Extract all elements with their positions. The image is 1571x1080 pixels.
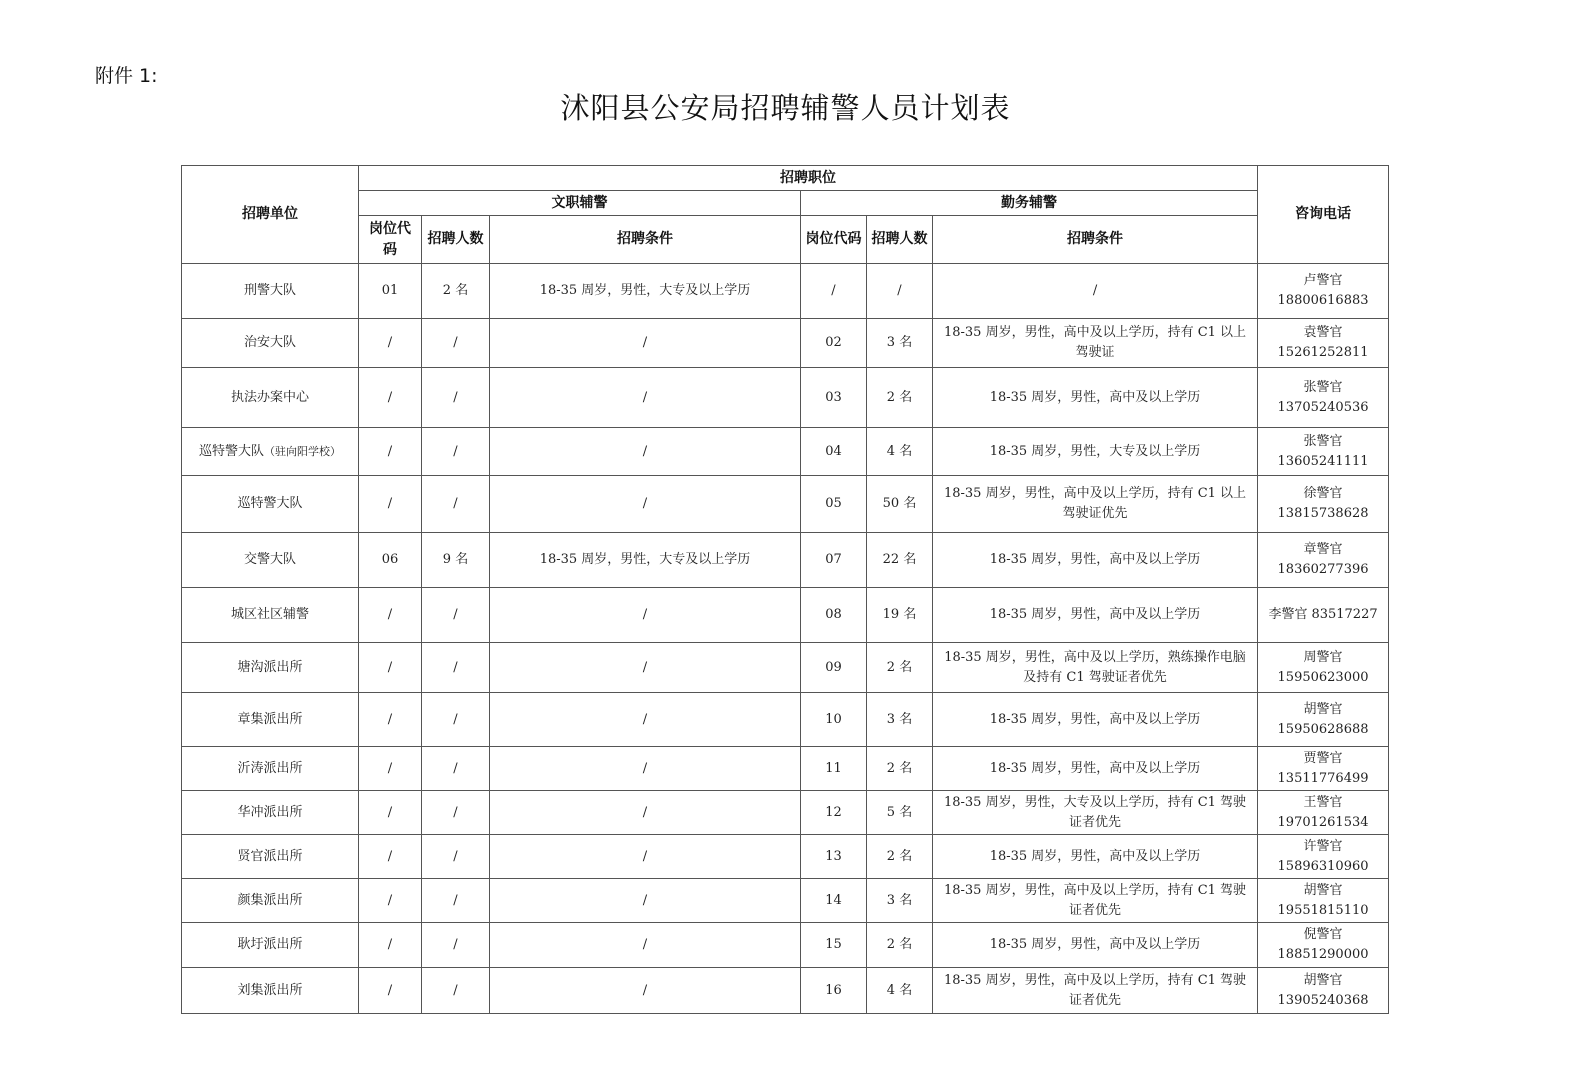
- unit-name: 刑警大队: [243, 283, 296, 298]
- duty-count-cell: 2 名: [867, 923, 933, 968]
- civil-condition-cell: /: [490, 747, 801, 791]
- duty-code-cell: 11: [801, 747, 867, 791]
- civil-code-cell: /: [359, 588, 422, 643]
- unit-name: 颜集派出所: [237, 892, 303, 908]
- duty-code-cell: 12: [801, 791, 867, 835]
- duty-code-cell: 10: [801, 693, 867, 747]
- civil-count-cell: /: [422, 747, 490, 791]
- contact-phone: 18360277396: [1277, 562, 1369, 577]
- unit-cell: [182, 835, 359, 879]
- phone-cell: [1258, 791, 1389, 835]
- table-row: [182, 368, 1389, 428]
- unit-name: 巡特警大队: [198, 443, 264, 459]
- civil-condition-cell: /: [490, 835, 801, 879]
- table-row: [182, 747, 1389, 791]
- unit-cell: [182, 264, 359, 319]
- unit-cell: [182, 368, 359, 428]
- duty-condition-cell: 18-35 周岁，男性，高中及以上学历，持有 C1 以上驾驶证优先: [933, 476, 1258, 533]
- contact-name: 周警官: [1303, 649, 1343, 665]
- duty-count-cell: 2 名: [867, 368, 933, 428]
- civil-condition-cell: /: [490, 879, 801, 923]
- duty-count-cell: 3 名: [867, 319, 933, 368]
- duty-code-cell: 09: [801, 643, 867, 693]
- civil-code-cell: 01: [359, 264, 422, 319]
- contact-name: 胡警官: [1303, 701, 1343, 717]
- unit-cell: [182, 747, 359, 791]
- unit-cell: [182, 791, 359, 835]
- contact-name: 胡警官: [1303, 882, 1343, 898]
- unit-cell: [182, 428, 359, 476]
- civil-condition-cell: /: [490, 791, 801, 835]
- phone-cell: [1258, 588, 1389, 643]
- unit-cell: [182, 879, 359, 923]
- duty-count-cell: 4 名: [867, 968, 933, 1014]
- table-row: [182, 791, 1389, 835]
- civil-count-cell: /: [422, 968, 490, 1014]
- duty-count-cell: 3 名: [867, 693, 933, 747]
- unit-note: （驻向阳学校）: [264, 444, 341, 458]
- contact-name: 贾警官: [1303, 750, 1343, 766]
- civil-condition-cell: /: [490, 643, 801, 693]
- civil-count-cell: /: [422, 588, 490, 643]
- duty-code-cell: /: [801, 264, 867, 319]
- header-civil-condition: 招聘条件: [490, 216, 801, 264]
- contact-phone: 19551815110: [1277, 902, 1369, 918]
- header-duty-condition: 招聘条件: [933, 216, 1258, 264]
- unit-name: 耿圩派出所: [237, 937, 303, 952]
- contact-phone: 13905240368: [1277, 992, 1369, 1008]
- civil-code-cell: /: [359, 693, 422, 747]
- attachment-label: 附件 1:: [95, 65, 158, 87]
- phone-cell: [1258, 428, 1389, 476]
- civil-count-cell: /: [422, 368, 490, 428]
- recruitment-plan-table: [181, 165, 1389, 1014]
- civil-condition-cell: /: [490, 588, 801, 643]
- duty-code-cell: 08: [801, 588, 867, 643]
- civil-code-cell: /: [359, 747, 422, 791]
- duty-count-cell: /: [867, 264, 933, 319]
- duty-count-cell: 19 名: [867, 588, 933, 643]
- civil-count-cell: /: [422, 923, 490, 968]
- civil-code-cell: /: [359, 968, 422, 1014]
- table-row: [182, 693, 1389, 747]
- civil-condition-cell: /: [490, 319, 801, 368]
- table-row: [182, 879, 1389, 923]
- table-row: [182, 533, 1389, 588]
- contact-phone: 15261252811: [1277, 345, 1369, 360]
- page-title: 沭阳县公安局招聘辅警人员计划表: [560, 91, 1011, 125]
- duty-count-cell: 2 名: [867, 643, 933, 693]
- duty-count-cell: 2 名: [867, 835, 933, 879]
- civil-code-cell: /: [359, 879, 422, 923]
- duty-condition-cell: 18-35 周岁，男性，高中及以上学历，持有 C1 驾驶证者优先: [933, 879, 1258, 923]
- unit-name: 沂涛派出所: [237, 760, 303, 776]
- contact-name: 倪警官: [1303, 927, 1343, 942]
- civil-condition-cell: /: [490, 968, 801, 1014]
- contact-name: 胡警官: [1303, 972, 1343, 988]
- unit-name: 贤官派出所: [237, 848, 303, 864]
- duty-condition-cell: 18-35 周岁，男性，高中及以上学历: [933, 747, 1258, 791]
- civil-count-cell: /: [422, 791, 490, 835]
- duty-condition-cell: 18-35 周岁，男性，高中及以上学历: [933, 923, 1258, 968]
- phone-cell: [1258, 476, 1389, 533]
- phone-cell: [1258, 879, 1389, 923]
- civil-code-cell: /: [359, 835, 422, 879]
- civil-condition-cell: /: [490, 693, 801, 747]
- duty-count-cell: 50 名: [867, 476, 933, 533]
- header-civil-count: 招聘人数: [422, 216, 490, 264]
- duty-condition-cell: 18-35 周岁，男性，高中及以上学历: [933, 835, 1258, 879]
- header-phone: 咨询电话: [1258, 166, 1389, 264]
- header-duty: 勤务辅警: [801, 191, 1258, 216]
- duty-code-cell: 14: [801, 879, 867, 923]
- duty-code-cell: 05: [801, 476, 867, 533]
- contact-phone: 13815738628: [1277, 506, 1369, 521]
- duty-condition-cell: 18-35 周岁，男性，高中及以上学历，持有 C1 驾驶证者优先: [933, 968, 1258, 1014]
- phone-cell: [1258, 643, 1389, 693]
- duty-condition-cell: 18-35 周岁，男性，高中及以上学历: [933, 368, 1258, 428]
- contact-phone: 13511776499: [1277, 770, 1369, 786]
- contact-name: 徐警官: [1303, 486, 1343, 501]
- contact-name: 王警官: [1303, 794, 1343, 810]
- unit-cell: [182, 923, 359, 968]
- duty-condition-cell: 18-35 周岁，男性，高中及以上学历: [933, 693, 1258, 747]
- civil-code-cell: 06: [359, 533, 422, 588]
- phone-cell: [1258, 835, 1389, 879]
- civil-condition-cell: /: [490, 476, 801, 533]
- civil-count-cell: /: [422, 643, 490, 693]
- unit-name: 章集派出所: [237, 711, 303, 727]
- contact-name: 卢警官: [1303, 273, 1343, 288]
- unit-name: 华冲派出所: [237, 804, 303, 820]
- unit-cell: [182, 693, 359, 747]
- contact-phone: 83517227: [1311, 607, 1378, 622]
- table-row: [182, 428, 1389, 476]
- contact-name: 章警官: [1303, 542, 1343, 557]
- contact-name: 张警官: [1303, 433, 1343, 449]
- civil-condition-cell: 18-35 周岁，男性，大专及以上学历: [490, 533, 801, 588]
- civil-code-cell: /: [359, 428, 422, 476]
- duty-condition-cell: 18-35 周岁，男性，高中及以上学历: [933, 588, 1258, 643]
- duty-condition-cell: 18-35 周岁，男性，大专及以上学历: [933, 428, 1258, 476]
- duty-count-cell: 2 名: [867, 747, 933, 791]
- duty-code-cell: 15: [801, 923, 867, 968]
- duty-count-cell: 5 名: [867, 791, 933, 835]
- civil-count-cell: /: [422, 693, 490, 747]
- duty-count-cell: 3 名: [867, 879, 933, 923]
- unit-cell: [182, 643, 359, 693]
- civil-count-cell: /: [422, 835, 490, 879]
- civil-count-cell: /: [422, 879, 490, 923]
- civil-code-cell: /: [359, 476, 422, 533]
- duty-code-cell: 04: [801, 428, 867, 476]
- contact-phone: 18800616883: [1277, 293, 1369, 308]
- civil-count-cell: 2 名: [422, 264, 490, 319]
- unit-name: 交警大队: [243, 552, 296, 567]
- contact-phone: 18851290000: [1277, 947, 1369, 962]
- table-row: [182, 264, 1389, 319]
- unit-cell: [182, 533, 359, 588]
- civil-count-cell: /: [422, 476, 490, 533]
- civil-count-cell: 9 名: [422, 533, 490, 588]
- contact-phone: 15950623000: [1277, 669, 1369, 685]
- civil-count-cell: /: [422, 428, 490, 476]
- contact-name: 李警官: [1268, 607, 1308, 622]
- civil-code-cell: /: [359, 319, 422, 368]
- duty-count-cell: 22 名: [867, 533, 933, 588]
- table-row: [182, 588, 1389, 643]
- table-row: [182, 835, 1389, 879]
- contact-name: 张警官: [1303, 379, 1343, 395]
- phone-cell: [1258, 368, 1389, 428]
- phone-cell: [1258, 264, 1389, 319]
- duty-code-cell: 13: [801, 835, 867, 879]
- header-civil: 文职辅警: [359, 191, 801, 216]
- phone-cell: [1258, 693, 1389, 747]
- header-duty-count: 招聘人数: [867, 216, 933, 264]
- civil-condition-cell: 18-35 周岁，男性，大专及以上学历: [490, 264, 801, 319]
- header-civil-code: 岗位代码: [359, 216, 422, 264]
- contact-name: 袁警官: [1303, 325, 1343, 340]
- table-body: [182, 264, 1389, 1014]
- unit-cell: [182, 476, 359, 533]
- table-row: [182, 968, 1389, 1014]
- civil-count-cell: /: [422, 319, 490, 368]
- phone-cell: [1258, 533, 1389, 588]
- civil-code-cell: /: [359, 368, 422, 428]
- table-row: [182, 923, 1389, 968]
- phone-cell: [1258, 968, 1389, 1014]
- unit-name: 塘沟派出所: [237, 659, 303, 675]
- duty-condition-cell: 18-35 周岁，男性，高中及以上学历，熟练操作电脑及持有 C1 驾驶证者优先: [933, 643, 1258, 693]
- duty-condition-cell: 18-35 周岁，男性，高中及以上学历: [933, 533, 1258, 588]
- table-row: [182, 319, 1389, 368]
- duty-code-cell: 03: [801, 368, 867, 428]
- unit-name: 刘集派出所: [237, 982, 303, 998]
- civil-condition-cell: /: [490, 428, 801, 476]
- unit-name: 巡特警大队: [237, 496, 303, 511]
- contact-phone: 15950628688: [1277, 721, 1369, 737]
- header-positions: 招聘职位: [359, 166, 1258, 191]
- duty-count-cell: 4 名: [867, 428, 933, 476]
- phone-cell: [1258, 319, 1389, 368]
- civil-condition-cell: /: [490, 923, 801, 968]
- table-row: [182, 643, 1389, 693]
- unit-cell: [182, 319, 359, 368]
- contact-phone: 15896310960: [1277, 858, 1369, 874]
- table-row: [182, 476, 1389, 533]
- unit-name: 执法办案中心: [230, 389, 309, 405]
- civil-condition-cell: /: [490, 368, 801, 428]
- unit-name: 治安大队: [243, 335, 296, 350]
- civil-code-cell: /: [359, 791, 422, 835]
- civil-code-cell: /: [359, 923, 422, 968]
- duty-condition-cell: 18-35 周岁，男性，高中及以上学历，持有 C1 以上驾驶证: [933, 319, 1258, 368]
- unit-name: 城区社区辅警: [230, 607, 309, 622]
- unit-cell: [182, 588, 359, 643]
- duty-condition-cell: 18-35 周岁，男性，大专及以上学历，持有 C1 驾驶证者优先: [933, 791, 1258, 835]
- duty-code-cell: 16: [801, 968, 867, 1014]
- header-unit: 招聘单位: [182, 166, 359, 264]
- header-duty-code: 岗位代码: [801, 216, 867, 264]
- contact-name: 许警官: [1303, 838, 1343, 854]
- duty-condition-cell: /: [933, 264, 1258, 319]
- phone-cell: [1258, 747, 1389, 791]
- contact-phone: 13705240536: [1277, 399, 1369, 415]
- duty-code-cell: 02: [801, 319, 867, 368]
- phone-cell: [1258, 923, 1389, 968]
- civil-code-cell: /: [359, 643, 422, 693]
- unit-cell: [182, 968, 359, 1014]
- contact-phone: 19701261534: [1277, 814, 1369, 830]
- contact-phone: 13605241111: [1277, 453, 1369, 469]
- duty-code-cell: 07: [801, 533, 867, 588]
